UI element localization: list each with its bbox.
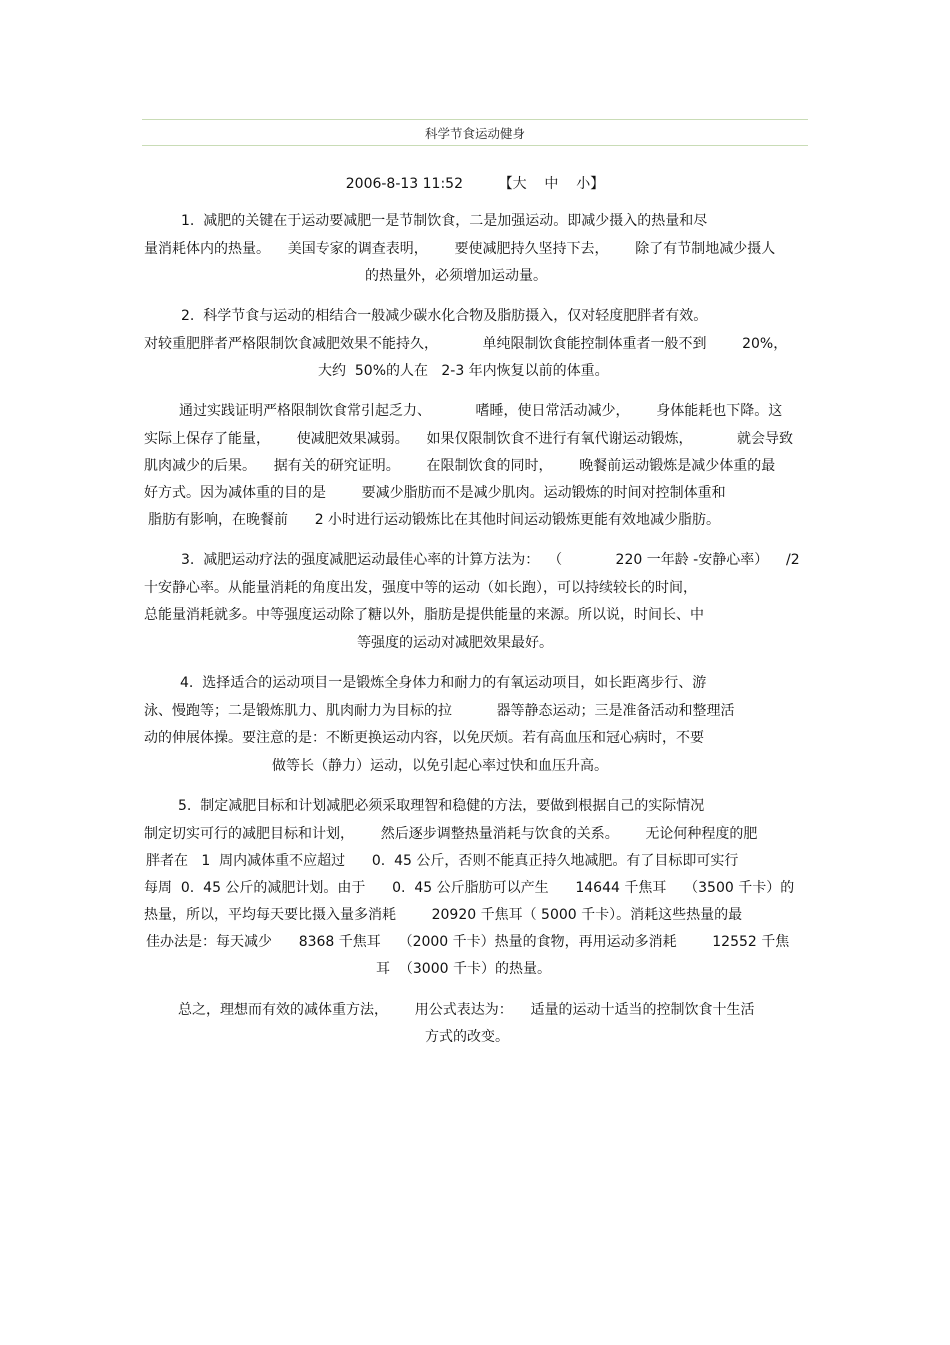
para3-line3: 肌肉减少的后果。 据有关的研究证明。 在限制饮食的同时， 晚餐前运动锻炼是减少体重的最 xyxy=(144,458,776,474)
para6-line2: 制定切实可行的减肥目标和计划， 然后逐步调整热量消耗与饮食的关系。 无论何种程度的肥 xyxy=(144,826,758,842)
post-meta xyxy=(142,173,808,193)
para2-line2: 对较重肥胖者严格限制饮食减肥效果不能持久， 单纯限制饮食能控制体重者一般不到 20%， xyxy=(144,336,788,352)
para6-line5: 热量，所以，平均每天要比摄入量多消耗 20920 千焦耳（ 5000 千卡）。消耗这些热量的最 xyxy=(144,907,743,923)
para4-line3: 总能量消耗就多。中等强度运动除了糖以外，脂肪是提供能量的来源。所以说，时间长、中 xyxy=(144,607,704,623)
para4-line2: 十安静心率。从能量消耗的角度出发，强度中等的运动（如长跑），可以持续较长的时间， xyxy=(144,580,697,596)
post-date: 2006-8-13 11:52 xyxy=(345,176,463,192)
para2-line3: 大约 50%的人在 2-3 年内恢复以前的体重。 xyxy=(318,363,609,379)
page-title: 科学节食运动健身 xyxy=(424,126,525,141)
para3-line2: 实际上保存了能量， 使减肥效果减弱。 如果仅限制饮食不进行有氧代谢运动锻炼， 就会导致 xyxy=(144,431,794,447)
font-size-medium-link[interactable]: 中 xyxy=(544,176,559,192)
para3-line5: 脂肪有影响，在晚餐前 2 小时进行运动锻炼比在其他时间运动锻炼更能有效地减少脂肪。 xyxy=(148,512,721,528)
para1-line1: 1. 减肥的关键在于运动要减肥一是节制饮食，二是加强运动。即减少摄入的热量和尽 xyxy=(181,213,708,229)
para5-line2: 泳、慢跑等；二是锻炼肌力、肌肉耐力为目标的拉 器等静态运动；三是准备活动和整理活 xyxy=(144,703,735,719)
divider-bottom xyxy=(142,145,808,146)
para7-line1: 总之，理想而有效的减体重方法， 用公式表达为： 适量的运动十适当的控制饮食十生活 xyxy=(178,1002,755,1018)
para4-line4: 等强度的运动对减肥效果最好。 xyxy=(357,635,553,651)
font-size-large-link[interactable]: 【大 xyxy=(498,176,527,192)
para5-line1: 4. 选择适合的运动项目一是锻炼全身体力和耐力的有氧运动项目，如长距离步行、游 xyxy=(180,675,707,691)
para6-line3: 胖者在 1 周内减体重不应超过 0. 45 公斤，否则不能真正持久地减肥。有了目标即可实行 xyxy=(146,853,739,869)
para1-line2: 量消耗体内的热量。 美国专家的调查表明， 要使减肥持久坚持下去， 除了有节制地减少摄人 xyxy=(144,241,776,257)
para6-line1: 5. 制定减肥目标和计划减肥必须采取理智和稳健的方法，要做到根据自己的实际情况 xyxy=(178,798,705,814)
para4-line1: 3. 减肥运动疗法的强度减肥运动最佳心率的计算方法为： （ 220 一年龄 -安静心率） /2 xyxy=(181,552,800,568)
para3-line4: 好方式。因为减体重的目的是 要减少脂肪而不是减少肌肉。运动锻炼的时间对控制体重和 xyxy=(144,485,726,501)
para6-line6: 佳办法是：每天减少 8368 千焦耳 （2000 千卡）热量的食物，再用运动多消耗 12552 千焦 xyxy=(146,934,790,950)
para6-line7: 耳 （3000 千卡）的热量。 xyxy=(376,961,551,977)
para5-line3: 动的伸展体操。要注意的是：不断更换运动内容，以免厌烦。若有高血压和冠心病时，不要 xyxy=(144,730,704,746)
para1-line3: 的热量外，必须增加运动量。 xyxy=(365,268,547,284)
divider-top xyxy=(142,119,808,120)
font-size-small-link[interactable]: 小】 xyxy=(576,176,605,192)
para7-line2: 方式的改变。 xyxy=(425,1029,509,1045)
para6-line4: 每周 0. 45 公斤的减肥计划。由于 0. 45 公斤脂肪可以产生 14644 千焦耳 （3500 千卡）的 xyxy=(144,880,795,896)
para5-line4: 做等长（静力）运动，以免引起心率过快和血压升高。 xyxy=(272,758,608,774)
para3-line1: 通过实践证明严格限制饮食常引起乏力、 嗜睡，使日常活动减少， 身体能耗也下降。这 xyxy=(179,403,783,419)
para2-line1: 2. 科学节食与运动的相结合一般减少碳水化合物及脂肪摄入，仅对轻度肥胖者有效。 xyxy=(181,308,708,324)
